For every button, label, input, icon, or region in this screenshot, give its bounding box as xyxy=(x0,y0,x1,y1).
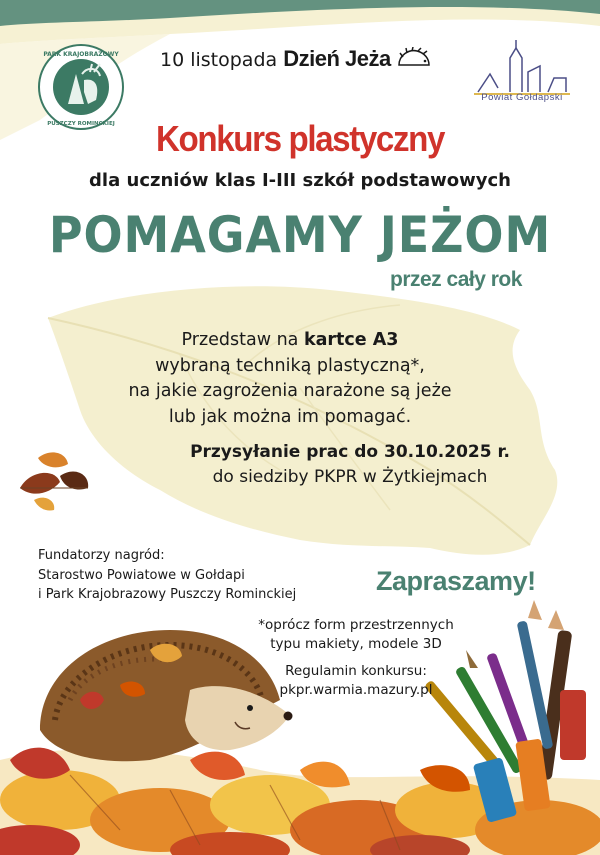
description-line-1 xyxy=(110,328,470,354)
svg-text:PUSZCZY ROMINCKIEJ: PUSZCZY ROMINCKIEJ xyxy=(47,121,115,127)
slogan: przez cały rok xyxy=(390,268,522,291)
description-line-2: wybraną techniką plastyczną*, xyxy=(155,355,425,376)
rules-block xyxy=(262,662,450,700)
event-name: Dzień Jeża xyxy=(283,46,391,71)
description-line-1-prefix: Przedstaw na xyxy=(181,330,304,350)
description-line-3: na jakie zagrożenia narażone są jeże xyxy=(128,381,452,401)
invite-text: Zapraszamy! xyxy=(376,566,536,596)
deadline-block xyxy=(190,440,510,490)
description-line-4: lub jak można im pomagać. xyxy=(168,406,412,427)
footnote xyxy=(240,616,472,654)
main-title: POMAGAMY JEŻOM xyxy=(48,206,552,264)
rules-label: Regulamin konkursu: xyxy=(285,663,427,679)
contest-subtitle: dla uczniów klas I-III szkół podstawowych xyxy=(89,170,511,191)
date-text: 10 listopada xyxy=(160,49,278,71)
hedgehog-icon xyxy=(397,47,431,69)
powiat-label: Powiat Gołdapski xyxy=(481,92,563,103)
contest-title: Konkurs plastyczny xyxy=(155,118,445,159)
rules-url[interactable]: pkpr.warmia.mazury.pl xyxy=(279,682,433,698)
date-line xyxy=(160,46,431,72)
deadline-place: do siedziby PKPR w Żytkiejmach xyxy=(212,467,488,487)
sponsors-block xyxy=(38,546,296,605)
small-leaves-illustration xyxy=(20,452,88,510)
description-line-1-bold: kartce A3 xyxy=(303,330,399,350)
description-block xyxy=(110,328,470,430)
svg-text:PARK KRAJOBRAZOWY: PARK KRAJOBRAZOWY xyxy=(43,51,119,58)
footnote-line-1: *oprócz form przestrzennych xyxy=(258,617,454,633)
sponsors-heading: Fundatorzy nagród: xyxy=(38,548,165,563)
sponsor-1: Starostwo Powiatowe w Gołdapi xyxy=(38,567,245,583)
sponsor-2: i Park Krajobrazowy Puszczy Rominckiej xyxy=(38,587,297,602)
footnote-line-2: typu makiety, modele 3D xyxy=(270,636,442,652)
deadline-text: Przysyłanie prac do 30.10.2025 r. xyxy=(190,442,510,462)
